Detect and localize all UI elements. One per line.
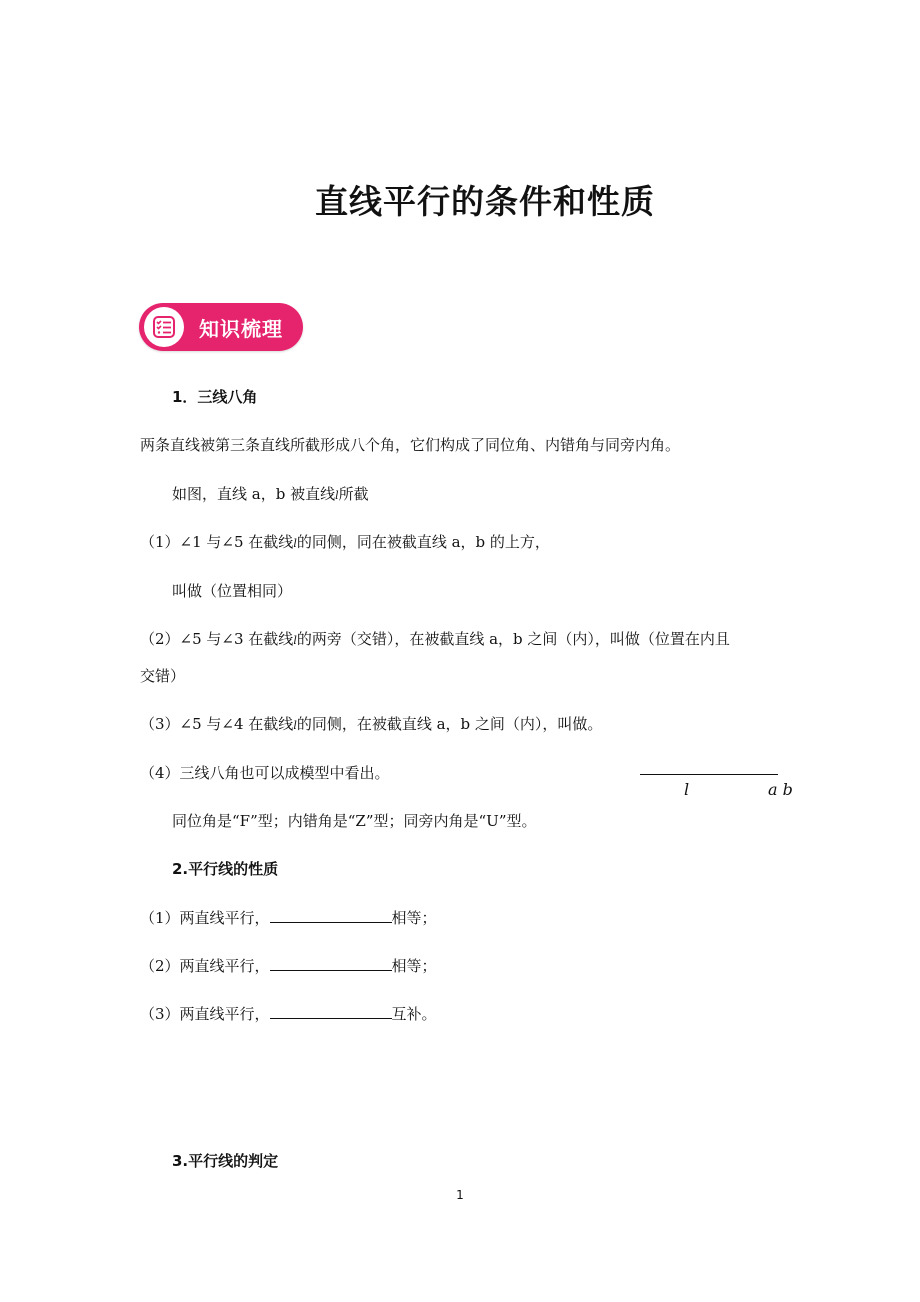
badge-label: 知识梳理 bbox=[199, 317, 283, 341]
section1-heading: 1．三线八角 bbox=[172, 388, 258, 406]
item-2-continuation: 交错） bbox=[140, 667, 186, 685]
section1-intro: 两条直线被第三条直线所截形成八个角，它们构成了同位角、内错角与同旁内角。 bbox=[140, 436, 681, 454]
property-item bbox=[140, 956, 437, 976]
section-badge bbox=[139, 303, 303, 351]
item-1-text: （1）∠1 与∠5 在截线 bbox=[140, 533, 294, 551]
property-item-text: （3）两直线平行， bbox=[140, 1005, 270, 1023]
line-l-symbol: l bbox=[335, 489, 339, 502]
answer-blank[interactable] bbox=[270, 956, 392, 971]
figure-label-l: l bbox=[684, 780, 690, 799]
badge-icon-circle bbox=[144, 307, 184, 347]
item-1-suffix: 的同侧，同在被截直线 a，b 的上方， bbox=[296, 533, 550, 551]
property-item-text: （2）两直线平行， bbox=[140, 957, 270, 975]
property-item-suffix: 相等； bbox=[391, 957, 437, 975]
figure-label-ab: a b bbox=[768, 780, 793, 799]
item-4: （4）三线八角也可以成模型中看出。 bbox=[140, 764, 390, 782]
item-3-suffix: 的同侧，在被截直线 a，b 之间（内），叫做。 bbox=[296, 715, 603, 733]
property-item bbox=[140, 1004, 437, 1024]
line-l-symbol: l bbox=[293, 719, 297, 732]
line-l-symbol: l bbox=[293, 537, 297, 550]
section3-heading: 3.平行线的判定 bbox=[172, 1152, 279, 1170]
property-item-suffix: 相等； bbox=[391, 909, 437, 927]
page-title: 直线平行的条件和性质 bbox=[315, 182, 655, 221]
item-1-continuation: 叫做（位置相同） bbox=[172, 582, 293, 600]
figure-intro-suffix: 所截 bbox=[338, 485, 369, 503]
figure-intro bbox=[172, 484, 369, 506]
property-item-suffix: 互补。 bbox=[391, 1005, 437, 1023]
item-2-suffix: 的两旁（交错），在被截直线 a，b 之间（内），叫做（位置在内且 bbox=[296, 630, 730, 648]
answer-blank[interactable] bbox=[270, 1004, 392, 1019]
figure-line bbox=[640, 774, 778, 775]
item-1 bbox=[140, 532, 550, 554]
figure-intro-text: 如图，直线 a，b 被直线 bbox=[172, 485, 336, 503]
item-2 bbox=[140, 629, 730, 651]
page-number: 1 bbox=[456, 1188, 464, 1202]
checklist-icon bbox=[153, 316, 175, 338]
item-2-text: （2）∠5 与∠3 在截线 bbox=[140, 630, 294, 648]
property-item-text: （1）两直线平行， bbox=[140, 909, 270, 927]
line-l-symbol: l bbox=[293, 634, 297, 647]
section2-heading: 2.平行线的性质 bbox=[172, 860, 279, 878]
item-3-text: （3）∠5 与∠4 在截线 bbox=[140, 715, 294, 733]
item-4-continuation: 同位角是“F”型；内错角是“Z”型；同旁内角是“U”型。 bbox=[172, 812, 537, 830]
answer-blank[interactable] bbox=[270, 908, 392, 923]
property-item bbox=[140, 908, 437, 928]
item-3 bbox=[140, 714, 602, 736]
